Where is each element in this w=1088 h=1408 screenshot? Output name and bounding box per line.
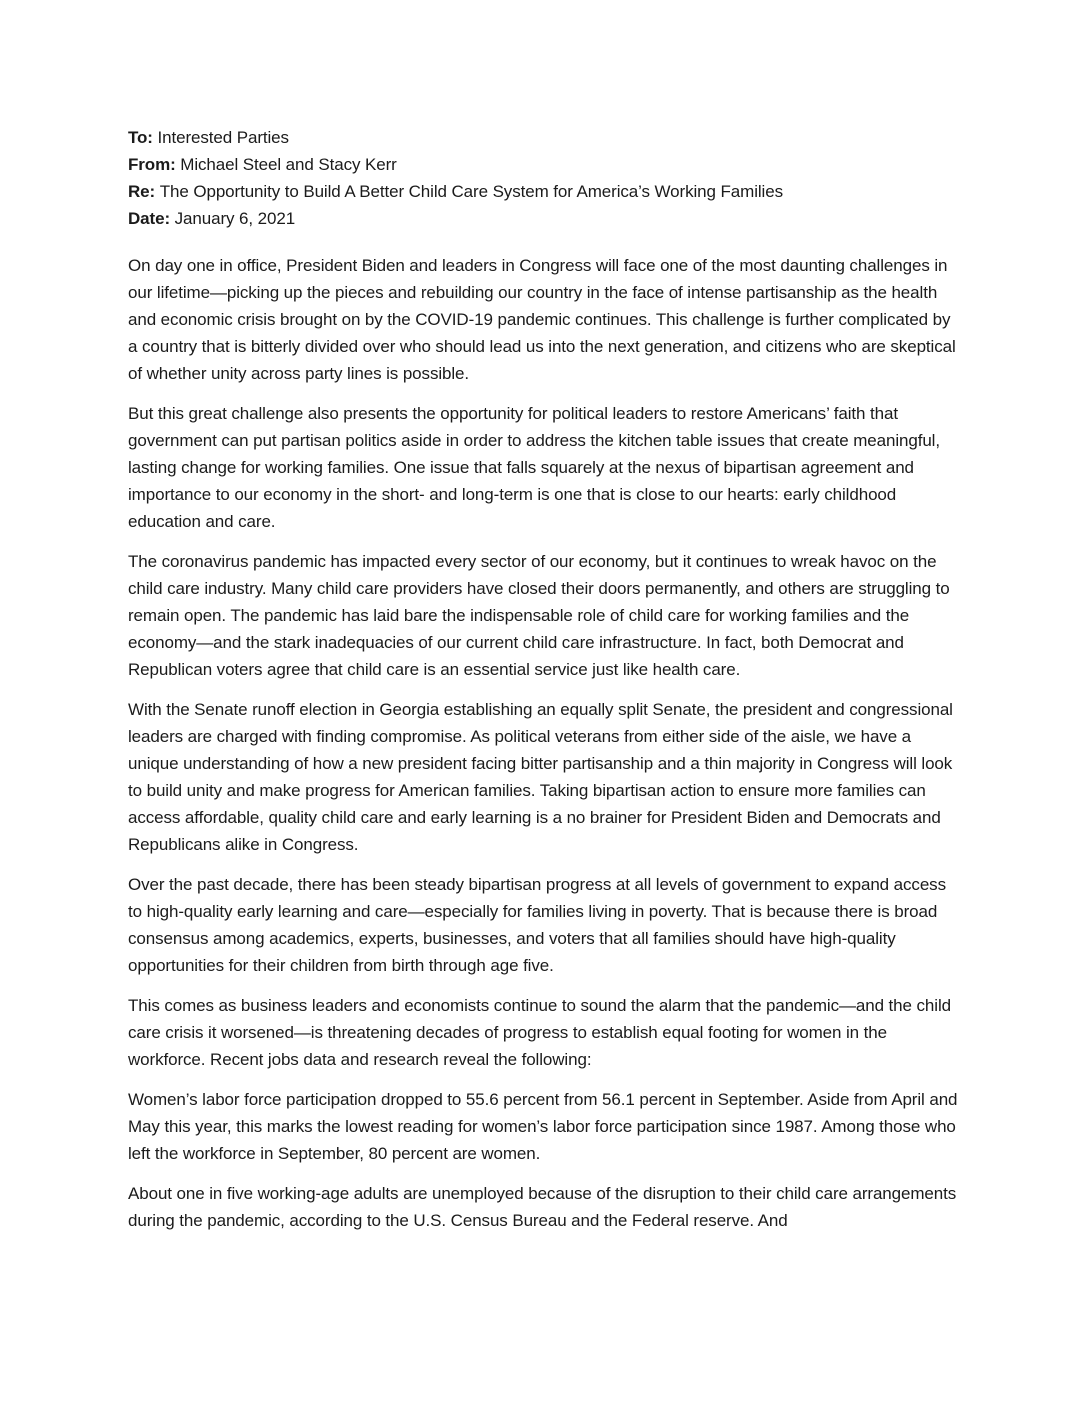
memo-field-value: Michael Steel and Stacy Kerr bbox=[180, 155, 397, 174]
memo-header-line bbox=[128, 205, 960, 232]
paragraph: But this great challenge also presents the opportunity for political leaders to restore Americans’ faith that government can put partisan politics aside in order to address the kitchen table issues that create meaningful, lasting change for working families. One issue that falls squarely at the nexus of bipartisan agreement and importance to our economy in the short- and long-term is one that is close to our hearts: early childhood education and care. bbox=[128, 404, 940, 531]
paragraph: Women’s labor force participation dropped to 55.6 percent from 56.1 percent in September. Aside from April and May this year, this marks the lowest reading for women’s labor force participation since 1987. Among those who left the workforce in September, 80 percent are women. bbox=[128, 1090, 958, 1163]
memo-field-value: Interested Parties bbox=[157, 128, 289, 147]
memo-header-line bbox=[128, 124, 960, 151]
memo-field-label: From: bbox=[128, 155, 181, 174]
paragraph: The coronavirus pandemic has impacted every sector of our economy, but it continues to wreak havoc on the child care industry. Many child care providers have closed their doors permanently, and others are struggling to remain open. The pandemic has laid bare the indispensable role of child care for working families and the economy—and the stark inadequacies of our current child care infrastructure. In fact, both Democrat and Republican voters agree that child care is an essential service just like health care. bbox=[128, 552, 950, 679]
memo-field-label: Re: bbox=[128, 182, 160, 201]
paragraph: About one in five working-age adults are unemployed because of the disruption to their child care arrangements during the pandemic, according to the U.S. Census Bureau and the Federal reserve. And bbox=[128, 1184, 957, 1230]
memo-field-label: To: bbox=[128, 128, 158, 147]
memo-header-line bbox=[128, 151, 960, 178]
memo-header bbox=[128, 124, 960, 232]
memo-body bbox=[128, 252, 960, 1234]
memo-field-label: Date: bbox=[128, 209, 175, 228]
memo-field-value: January 6, 2021 bbox=[174, 209, 296, 228]
paragraph: With the Senate runoff election in Georgia establishing an equally split Senate, the president and congressional leaders are charged with finding compromise. As political veterans from either side of the aisle, we have a unique understanding of how a new president facing bitter partisanship and a thin majority in Congress will look to build unity and make progress for American families. Taking bipartisan action to ensure more families can access affordable, quality child care and early learning is a no brainer for President Biden and Democrats and Republicans alike in Congress. bbox=[128, 700, 953, 854]
memo-header-line bbox=[128, 178, 960, 205]
paragraph: Over the past decade, there has been steady bipartisan progress at all levels of government to expand access to high-quality early learning and care—especially for families living in poverty. That is because there is broad consensus among academics, experts, businesses, and voters that all families should have high-quality opportunities for their children from birth through age five. bbox=[128, 875, 946, 975]
memo-field-value: The Opportunity to Build A Better Child Care System for America’s Working Families bbox=[159, 182, 783, 201]
paragraph: On day one in office, President Biden and leaders in Congress will face one of the most daunting challenges in our lifetime—picking up the pieces and rebuilding our country in the face of intense partisanship as the health and economic crisis brought on by the COVID-19 pandemic continues. This challenge is further complicated by a country that is bitterly divided over who should lead us into the next generation, and citizens who are skeptical of whether unity across party lines is possible. bbox=[128, 256, 956, 383]
paragraph: This comes as business leaders and economists continue to sound the alarm that the pandemic—and the child care crisis it worsened—is threatening decades of progress to establish equal footing for women in the workforce. Recent jobs data and research reveal the following: bbox=[128, 996, 951, 1069]
